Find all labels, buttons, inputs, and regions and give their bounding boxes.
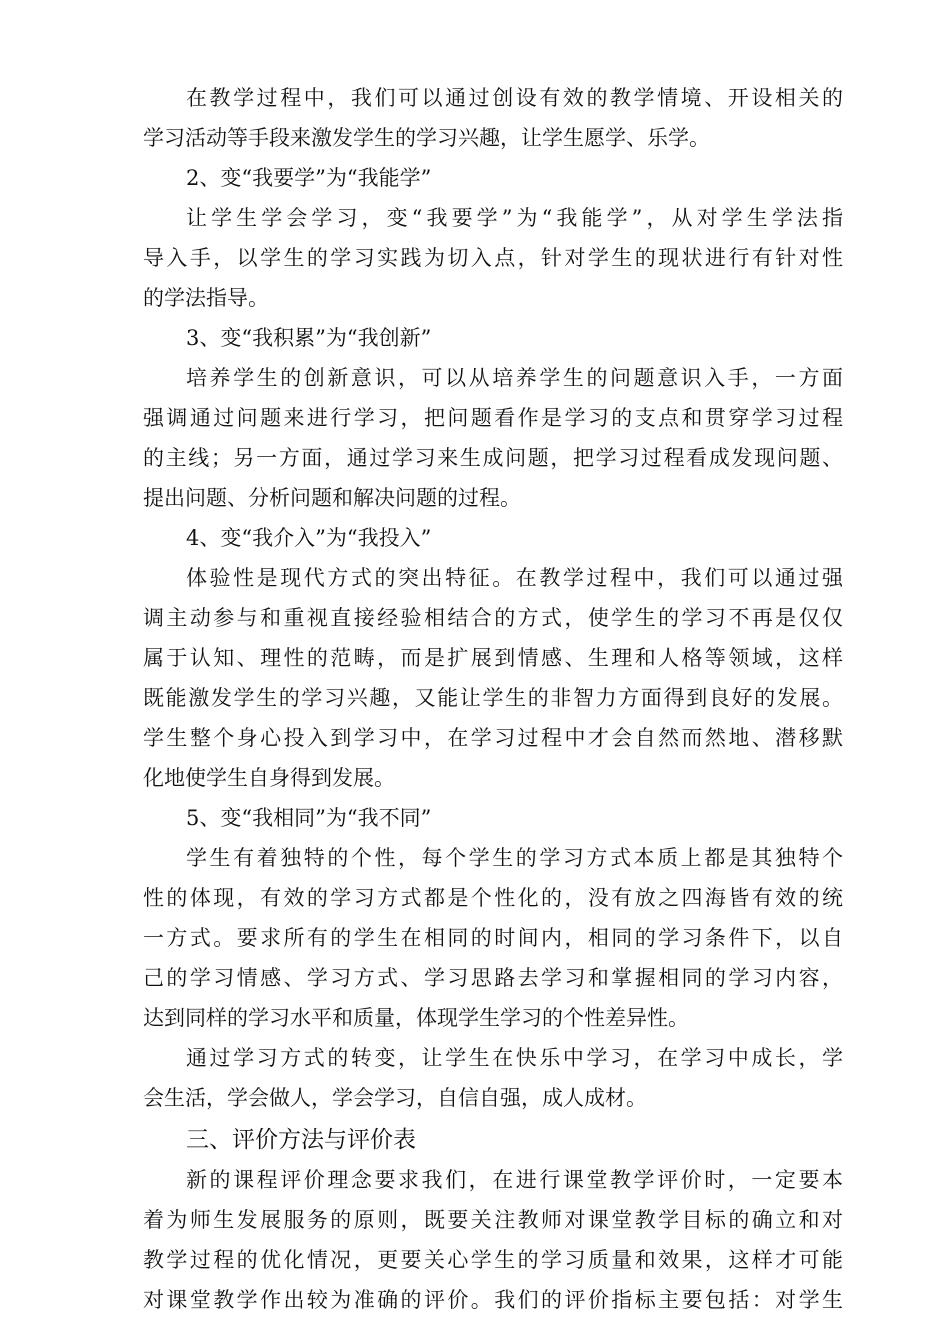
text-line: 性的体现，有效的学习方式都是个性化的，没有放之四海皆有效的统 [143,886,843,910]
text-line: 新的课程评价理念要求我们，在进行课堂教学评价时，一定要本 [186,1168,843,1192]
text-line: 着为师生发展服务的原则，既要关注教师对课堂教学目标的确立和对 [143,1208,843,1232]
text-line: 体验性是现代方式的突出特征。在教学过程中，我们可以通过强 [186,566,843,590]
text-line: 导入手，以学生的学习实践为切入点，针对学生的现状进行有针对性 [143,246,843,270]
section-heading: 三、评价方法与评价表 [186,1127,416,1153]
text-line: 一方式。要求所有的学生在相同的时间内，相同的学习条件下，以自 [143,926,843,950]
text-line: 2、变“我要学”为“我能学” [186,166,432,190]
text-line: 5、变“我相同”为“我不同” [186,806,432,830]
text-line: 达到同样的学习水平和质量，体现学生学习的个性差异性。 [143,1006,689,1030]
text-line: 化地使学生自身得到发展。 [143,766,395,790]
text-line: 4、变“我介入”为“我投入” [186,526,432,550]
text-line: 对课堂教学作出较为准确的评价。我们的评价指标主要包括：对学生 [143,1288,843,1312]
text-line: 学习活动等手段来激发学生的学习兴趣，让学生愿学、乐学。 [143,126,710,150]
text-line: 教学过程的优化情况，更要关心学生的学习质量和效果，这样才可能 [143,1248,843,1272]
document-page [143,78,843,1320]
text-line: 调主动参与和重视直接经验相结合的方式，使学生的学习不再是仅仅 [143,606,843,630]
text-line: 提出问题、分析问题和解决问题的过程。 [143,486,521,510]
text-line: 强调通过问题来进行学习，把问题看作是学习的支点和贯穿学习过程 [143,406,843,430]
text-line: 会生活，学会做人，学会学习，自信自强，成人成材。 [143,1086,647,1110]
text-line: 的学法指导。 [143,286,269,310]
text-line: 学生有着独特的个性，每个学生的学习方式本质上都是其独特个 [186,846,843,870]
text-line: 通过学习方式的转变，让学生在快乐中学习，在学习中成长，学 [186,1046,843,1070]
text-line: 让学生学会学习，变“我要学”为“我能学”，从对学生学法指 [186,206,843,230]
text-line: 学生整个身心投入到学习中，在学习过程中才会自然而然地、潜移默 [143,726,843,750]
text-line: 的主线；另一方面，通过学习来生成问题，把学习过程看成发现问题、 [143,446,843,470]
text-line: 属于认知、理性的范畴，而是扩展到情感、生理和人格等领域，这样 [143,646,843,670]
text-line: 在教学过程中，我们可以通过创设有效的教学情境、开设相关的 [186,86,843,110]
text-line: 既能激发学生的学习兴趣，又能让学生的非智力方面得到良好的发展。 [143,686,843,710]
text-line: 培养学生的创新意识，可以从培养学生的问题意识入手，一方面 [186,366,843,390]
text-line: 3、变“我积累”为“我创新” [186,326,432,350]
text-line: 己的学习情感、学习方式、学习思路去学习和掌握相同的学习内容， [143,966,843,990]
